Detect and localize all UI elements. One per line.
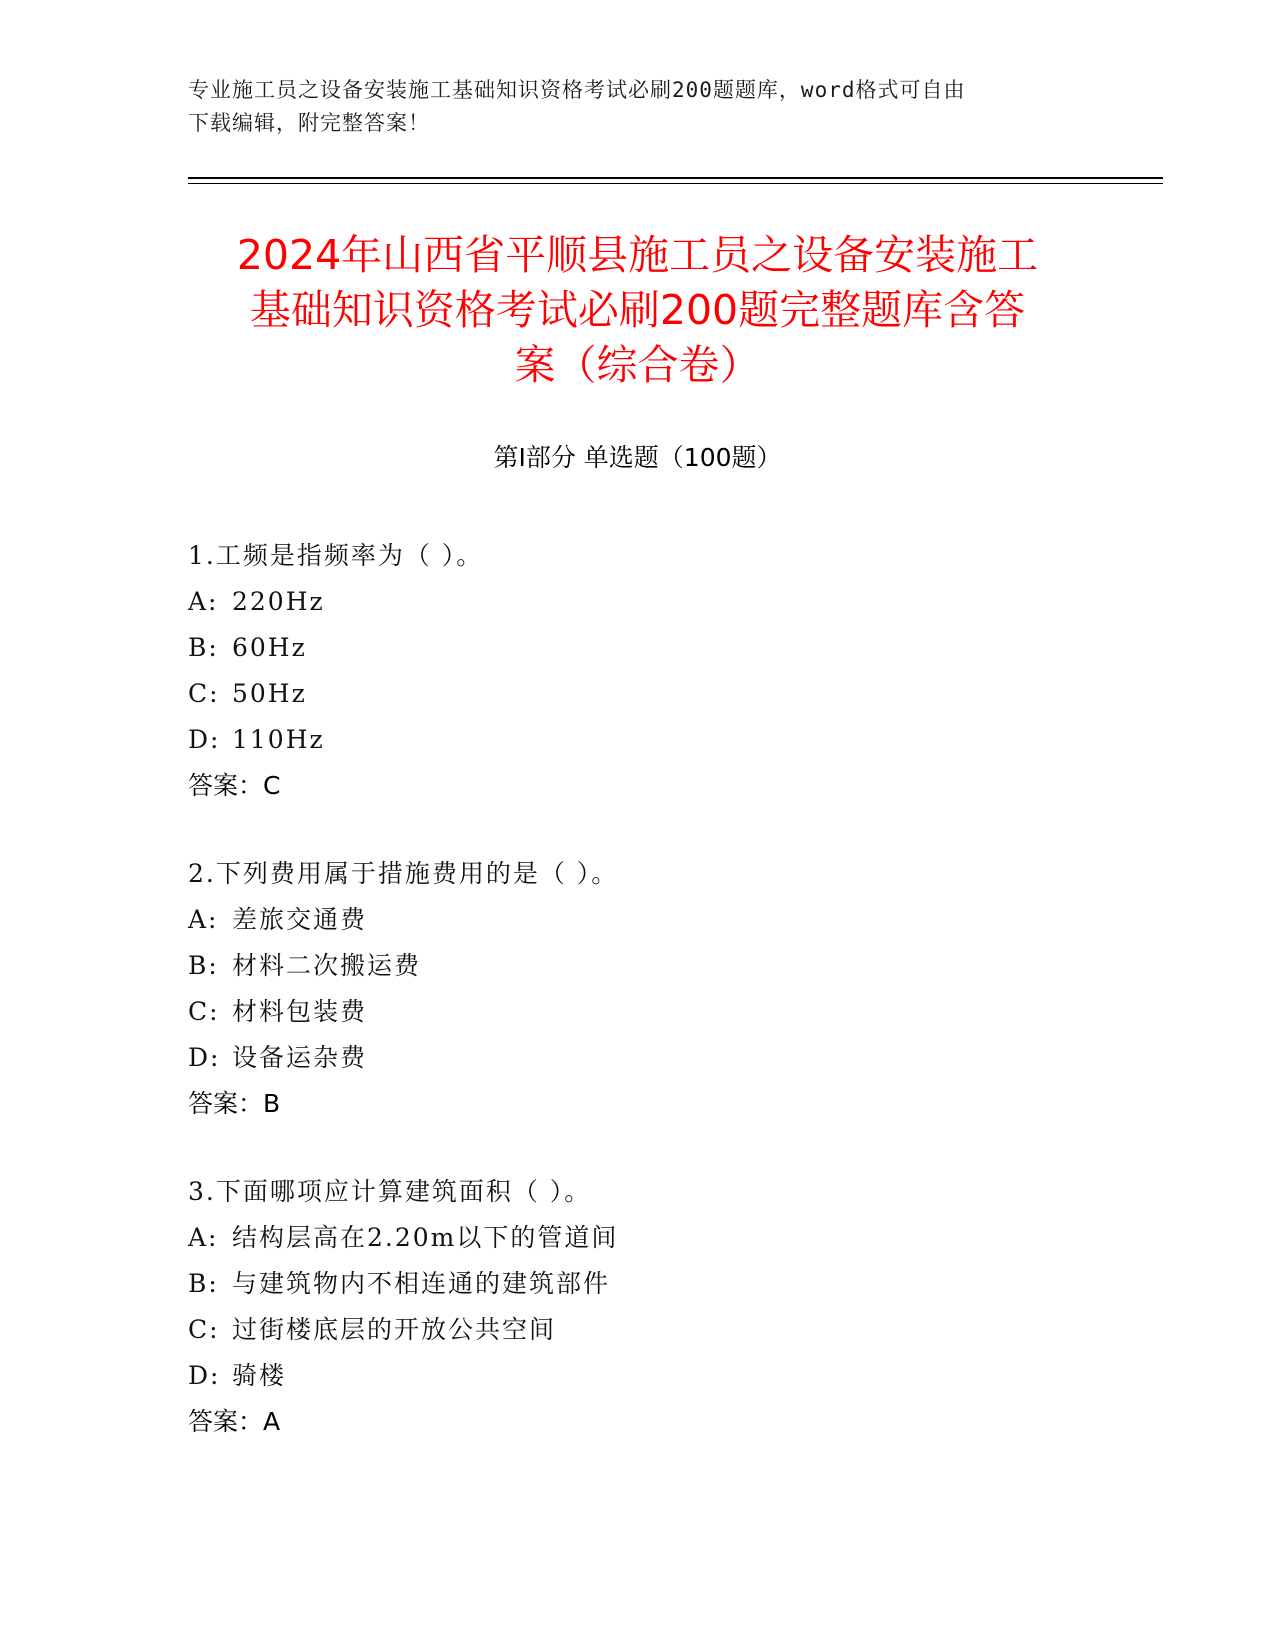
option-d — [188, 1035, 1163, 1081]
document-title-line-3: 案（综合卷） — [514, 341, 761, 389]
option-key: D: — [188, 1361, 221, 1390]
question-stem: 2.下列费用属于措施费用的是（ ）。 — [188, 859, 619, 888]
option-d — [188, 1353, 1163, 1399]
document-title-line-2: 基础知识资格考试必刷200题完整题库含答 — [249, 286, 1026, 334]
option-a — [188, 897, 1163, 943]
option-key: A: — [188, 1223, 219, 1252]
answer-line: 答案：A — [188, 1407, 281, 1436]
header-divider-thick — [188, 177, 1163, 179]
option-key: C: — [188, 997, 220, 1026]
option-text: 与建筑物内不相连通的建筑部件 — [232, 1269, 611, 1298]
option-text: 过街楼底层的开放公共空间 — [232, 1315, 557, 1344]
option-text: 骑楼 — [232, 1361, 287, 1390]
question-2 — [188, 851, 1163, 1127]
option-text: 60Hz — [232, 633, 307, 662]
option-text: 结构层高在2.20m以下的管道间 — [232, 1223, 619, 1252]
option-text: 差旅交通费 — [232, 905, 368, 934]
option-c — [188, 1307, 1163, 1353]
option-d — [188, 717, 1163, 763]
option-text: 设备运杂费 — [232, 1043, 368, 1072]
option-c — [188, 671, 1163, 717]
option-text: 材料二次搬运费 — [232, 951, 422, 980]
option-key: C: — [188, 679, 220, 708]
option-b — [188, 1261, 1163, 1307]
option-a — [188, 579, 1163, 625]
section-heading: 第Ⅰ部分 单选题（100题） — [493, 443, 782, 472]
option-text: 50Hz — [232, 679, 307, 708]
option-b — [188, 943, 1163, 989]
document-title-line-1: 2024年山西省平顺县施工员之设备安装施工 — [236, 231, 1039, 279]
question-stem: 3.下面哪项应计算建筑面积（ ）。 — [188, 1177, 592, 1206]
option-key: C: — [188, 1315, 220, 1344]
header-note — [188, 74, 1088, 140]
option-key: D: — [188, 725, 221, 754]
option-text: 110Hz — [232, 725, 325, 754]
header-divider-thin — [188, 183, 1163, 184]
header-note-line-2: 下载编辑，附完整答案！ — [188, 111, 430, 135]
header-note-line-1: 专业施工员之设备安装施工基础知识资格考试必刷200题题库，word格式可自由 — [188, 78, 966, 102]
question-1 — [188, 533, 1163, 809]
answer-line: 答案：C — [188, 771, 281, 800]
question-stem: 1.工频是指频率为（ ）。 — [188, 541, 484, 570]
option-key: A: — [188, 587, 219, 616]
option-key: B: — [188, 951, 219, 980]
option-text: 材料包装费 — [232, 997, 368, 1026]
option-key: D: — [188, 1043, 221, 1072]
question-3 — [188, 1169, 1163, 1445]
option-b — [188, 625, 1163, 671]
option-key: B: — [188, 633, 219, 662]
option-key: A: — [188, 905, 219, 934]
question-list — [188, 533, 1163, 1487]
option-text: 220Hz — [232, 587, 325, 616]
document-title — [150, 228, 1125, 393]
option-key: B: — [188, 1269, 219, 1298]
answer-line: 答案：B — [188, 1089, 281, 1118]
option-c — [188, 989, 1163, 1035]
option-a — [188, 1215, 1163, 1261]
